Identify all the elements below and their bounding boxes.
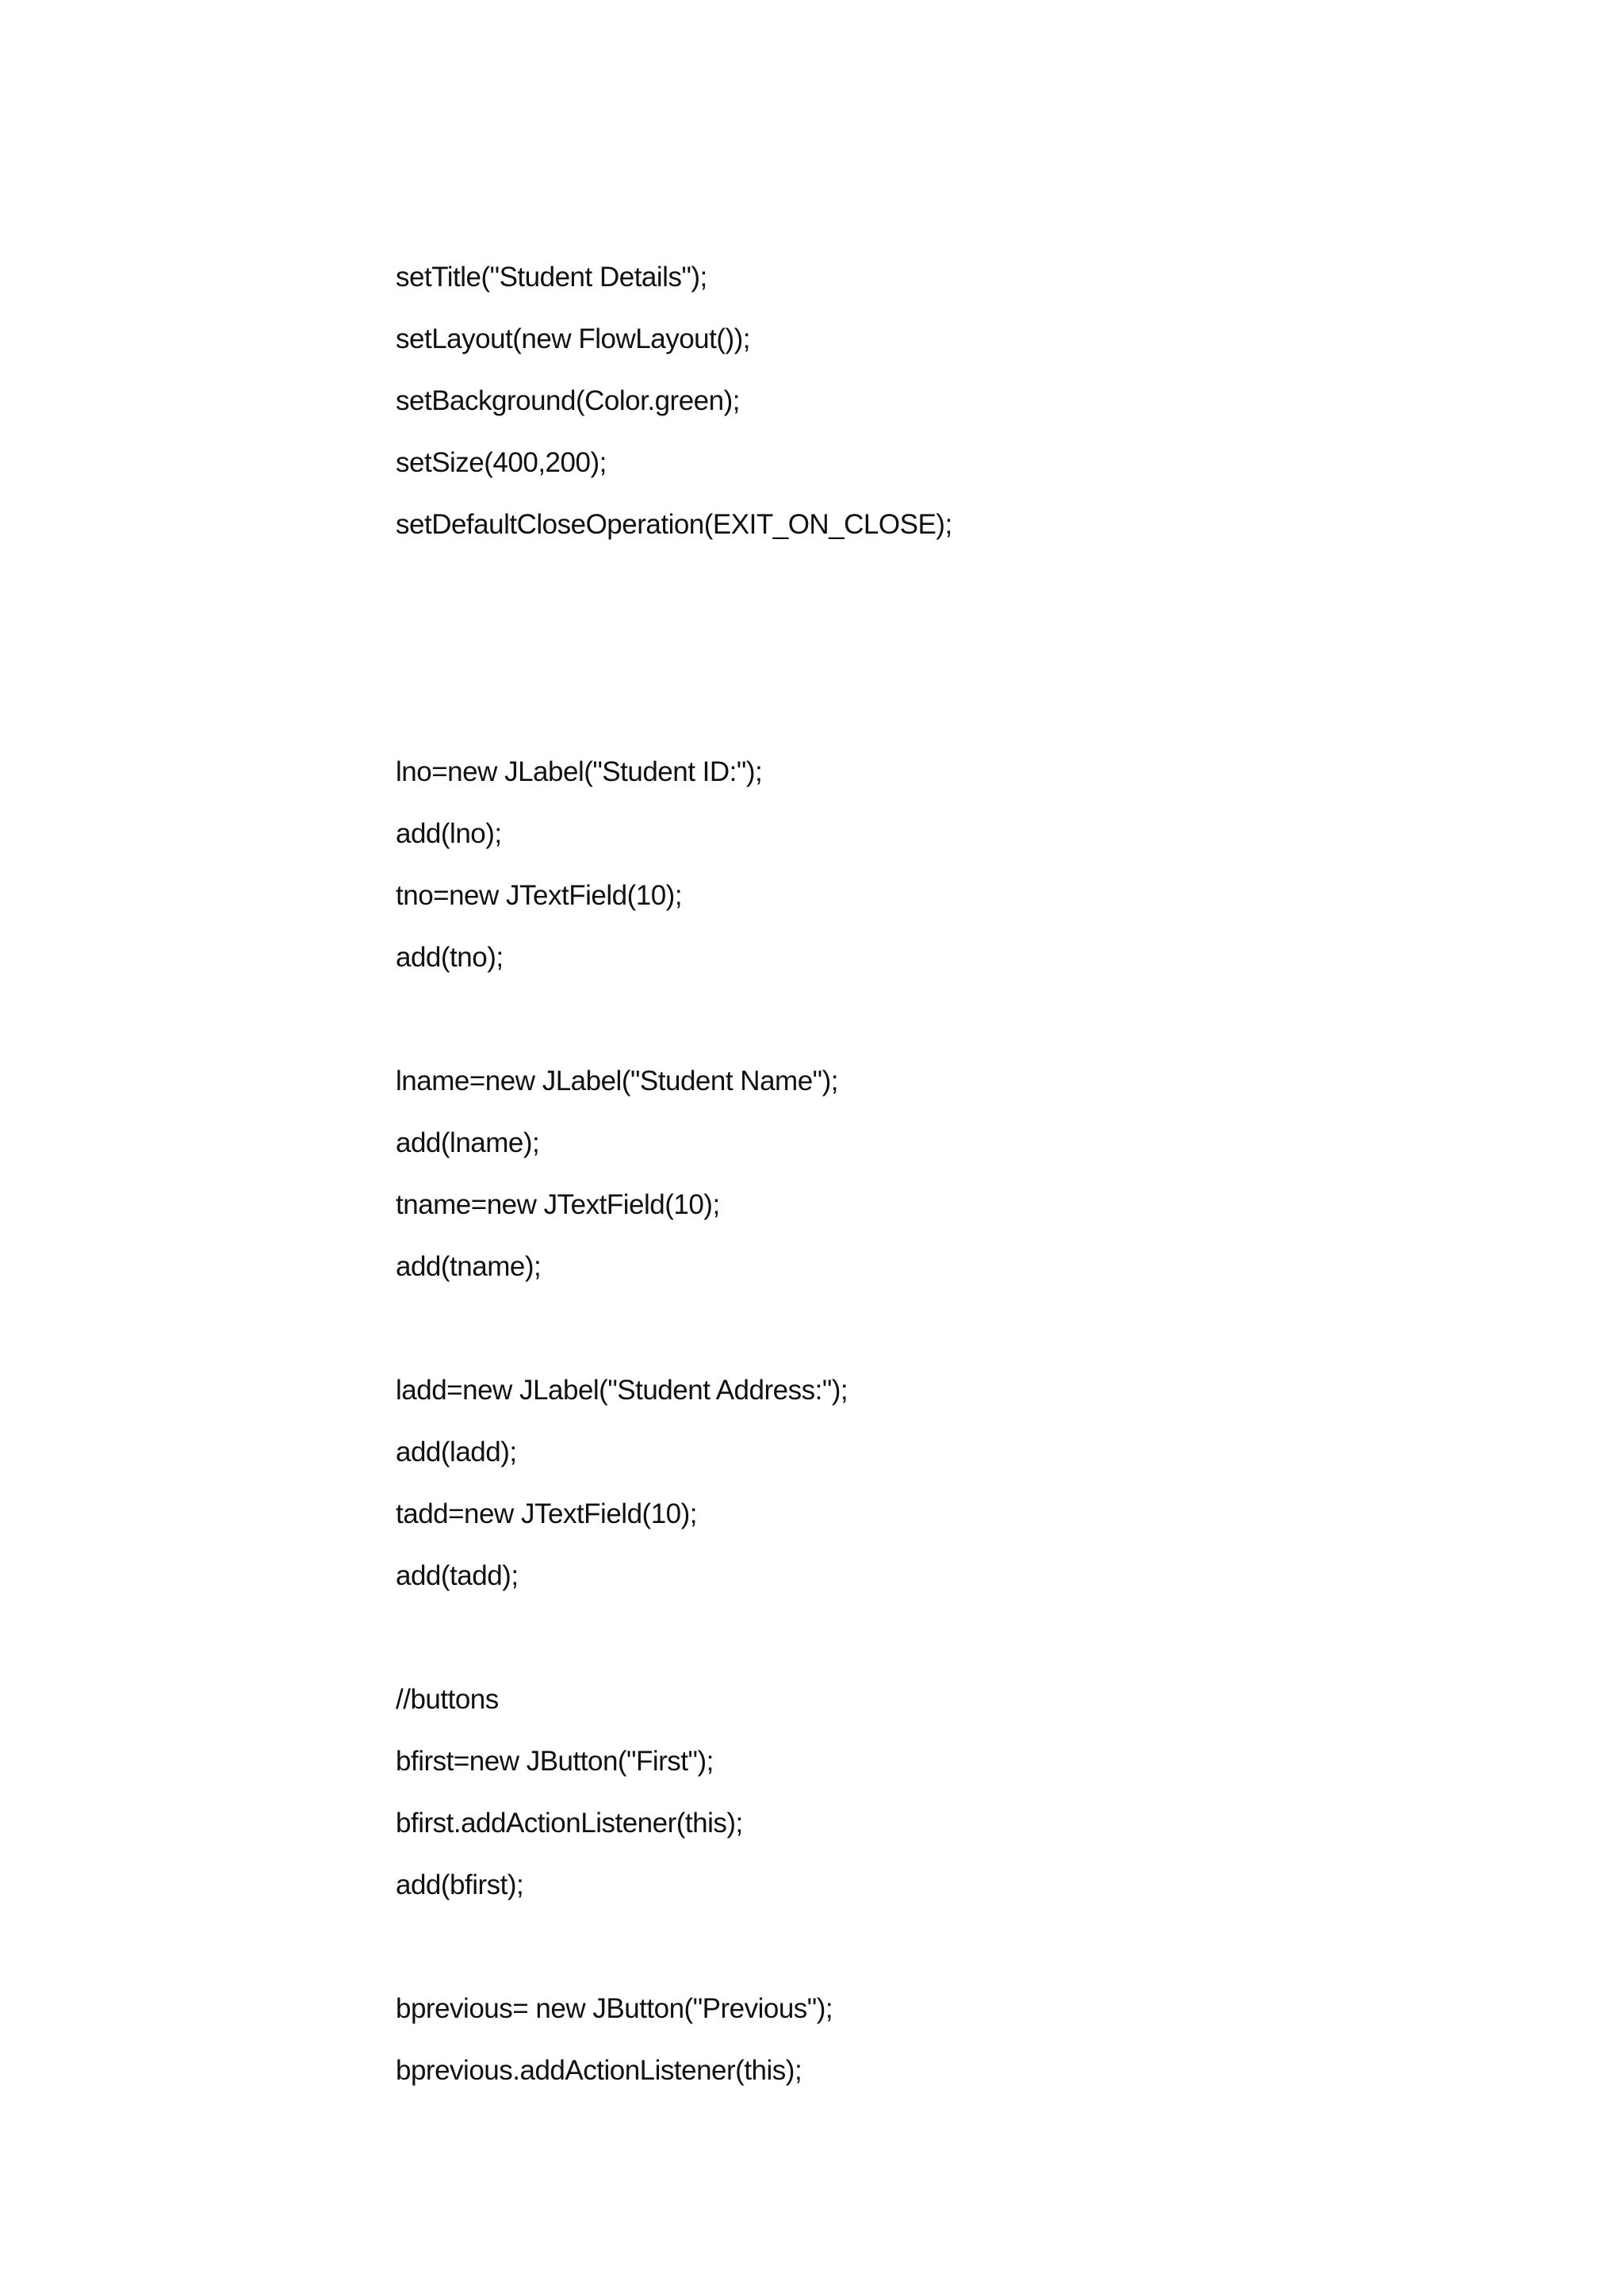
code-line: add(lno);: [396, 818, 502, 849]
code-line: lno=new JLabel("Student ID:");: [396, 756, 763, 787]
code-line: setDefaultCloseOperation(EXIT_ON_CLOSE);: [396, 509, 952, 540]
code-line: tadd=new JTextField(10);: [396, 1498, 698, 1529]
code-line: setBackground(Color.green);: [396, 385, 740, 416]
code-line: ladd=new JLabel("Student Address:");: [396, 1375, 848, 1406]
code-line: setTitle("Student Details");: [396, 262, 707, 293]
code-line: add(tno);: [396, 942, 504, 973]
code-listing: [396, 255, 1506, 2110]
code-line: add(tname);: [396, 1251, 542, 1282]
code-line: setSize(400,200);: [396, 447, 607, 478]
code-comment: //buttons: [396, 1684, 499, 1715]
blank-line: [396, 564, 1506, 626]
code-line: bprevious= new JButton("Previous");: [396, 1993, 833, 2024]
code-line: add(bfirst);: [396, 1869, 524, 1900]
code-line: bfirst=new JButton("First");: [396, 1746, 714, 1777]
blank-line: [396, 1616, 1506, 1678]
blank-line: [396, 1307, 1506, 1368]
code-line: setLayout(new FlowLayout());: [396, 323, 751, 354]
blank-line: [396, 997, 1506, 1059]
code-line: tno=new JTextField(10);: [396, 880, 683, 911]
blank-line: [396, 1925, 1506, 1987]
code-line: add(ladd);: [396, 1437, 517, 1468]
blank-line: [396, 626, 1506, 688]
code-line: lname=new JLabel("Student Name");: [396, 1066, 838, 1096]
code-line: tname=new JTextField(10);: [396, 1189, 720, 1220]
code-line: bprevious.addActionListener(this);: [396, 2055, 802, 2086]
code-line: bfirst.addActionListener(this);: [396, 1808, 743, 1839]
code-line: add(tadd);: [396, 1560, 519, 1591]
code-line: add(lname);: [396, 1127, 540, 1158]
blank-line: [396, 688, 1506, 750]
